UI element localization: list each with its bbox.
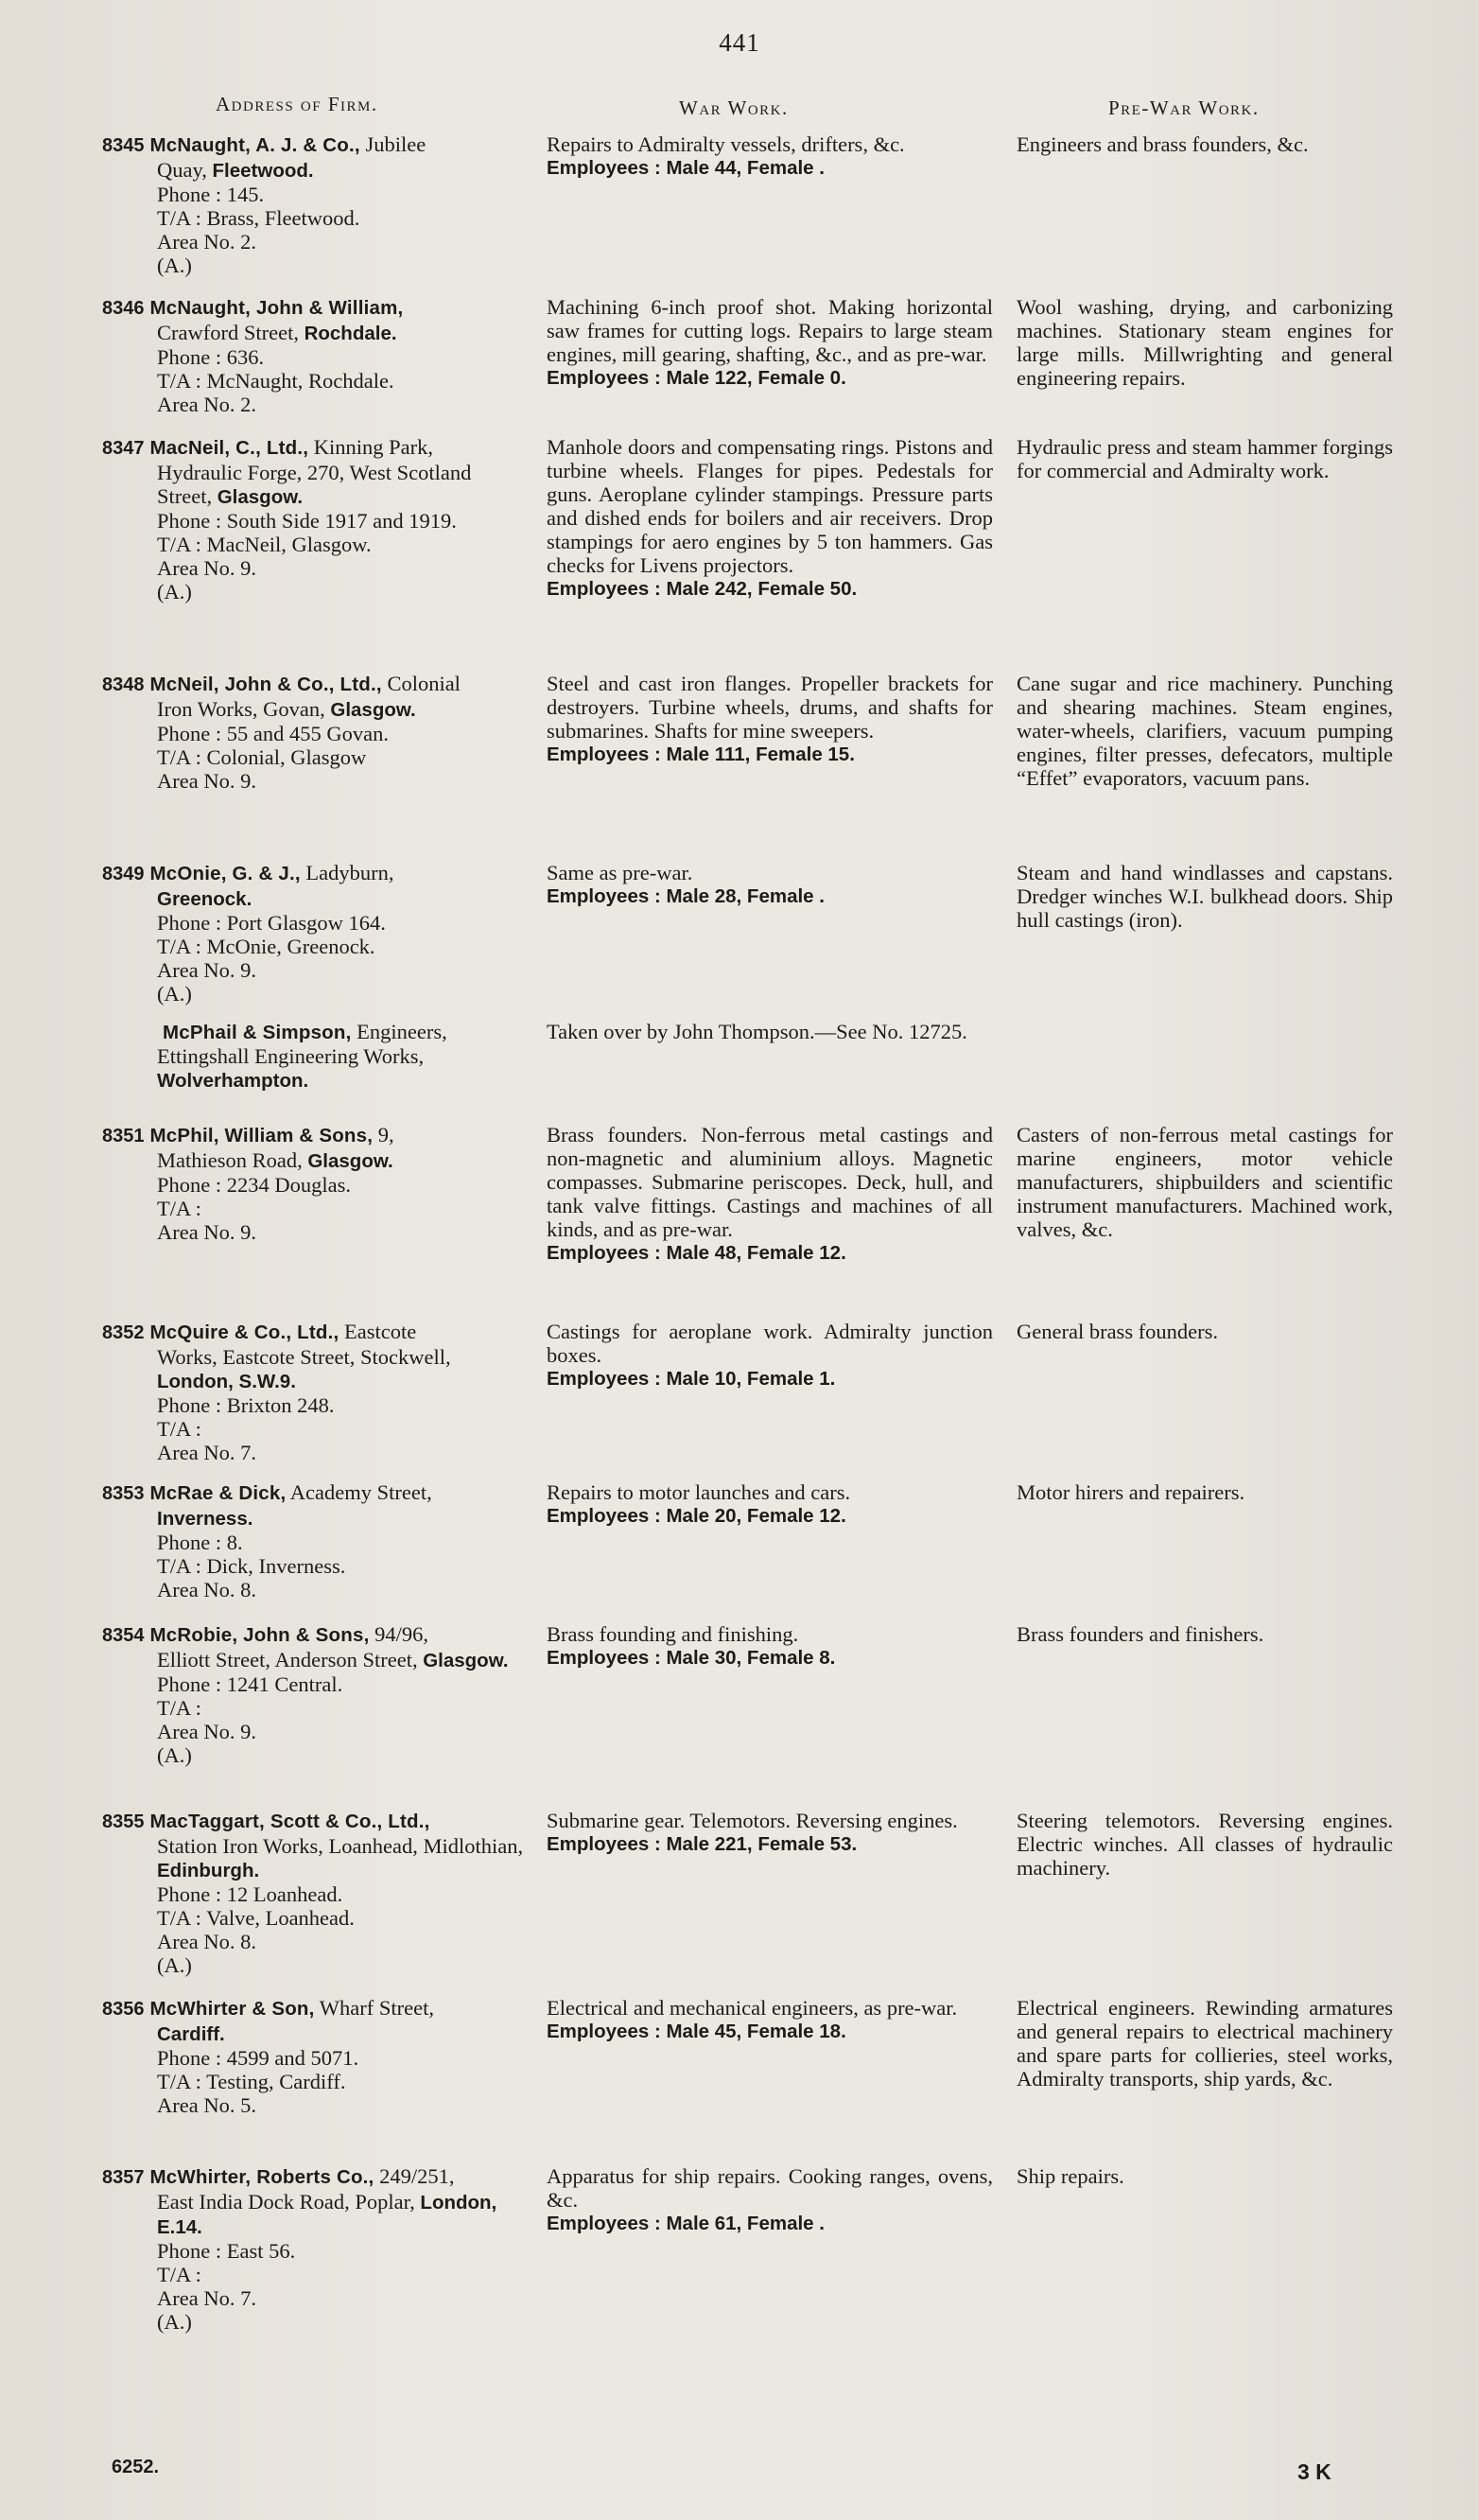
firm-address	[102, 672, 528, 793]
column-header-address: Address of Firm.	[216, 93, 378, 115]
firm-name: McPhail & Simpson,	[163, 1022, 352, 1043]
pre-war-work-text: General brass founders.	[1017, 1320, 1219, 1343]
war-work-text: Apparatus for ship repairs. Cooking ranges, ovens, &c.	[547, 2164, 993, 2212]
pre-war-work	[1017, 1622, 1393, 1646]
firm-heading	[102, 1809, 528, 1834]
street-address: Hydraulic Forge, 270, West Scotland Street, Glasgow.	[157, 461, 472, 508]
column-header-war-work: War Work.	[679, 96, 789, 119]
war-work	[547, 1480, 993, 1528]
employees-count: Employees : Male 48, Female 12.	[547, 1242, 846, 1264]
firm-address	[102, 1320, 528, 1464]
contact-detail: T/A : McNaught, Rochdale.	[157, 369, 394, 393]
firm-address	[102, 1480, 528, 1601]
entry-number: 8347	[102, 438, 145, 459]
war-work-text: Machining 6-inch proof shot. Making horizontal saw frames for cutting logs. Repairs to large steam engines, mill gearing, shafting, &c., and as pre-war.	[547, 295, 993, 366]
firm-name: McNaught, A. J. & Co.,	[149, 134, 360, 156]
firm-address	[102, 1809, 528, 1977]
pre-war-work-text: Hydraulic press and steam hammer forgings for commercial and Admiralty work.	[1017, 435, 1393, 482]
contact-detail: Area No. 9.	[157, 769, 256, 793]
contact-detail: Phone : East 56.	[157, 2239, 296, 2263]
war-work-text: Manhole doors and compensating rings. Pistons and turbine wheels. Flanges for pipes. Pedestals for guns. Aeroplane cylinder stampings. Pressure parts and dished ends for boilers and air receivers. Drop stampings for aero engines by 5 ton hammers. Gas checks for Livens projectors.	[547, 435, 993, 577]
pre-war-work	[1017, 861, 1393, 932]
war-work-text: Repairs to motor launches and cars.	[547, 1480, 851, 1504]
employees-count: Employees : Male 111, Female 15.	[547, 744, 855, 765]
pre-war-work-text: Motor hirers and repairers.	[1017, 1480, 1245, 1504]
employees-count: Employees : Male 221, Female 53.	[547, 1833, 858, 1855]
contact-detail: Area No. 9.	[157, 556, 256, 580]
employees-count: Employees : Male 28, Female .	[547, 885, 825, 907]
firm-name: McWhirter, Roberts Co.,	[149, 2166, 374, 2188]
firm-name: MacNeil, C., Ltd.,	[149, 437, 309, 459]
war-work	[547, 435, 993, 601]
town-name: Fleetwood.	[212, 160, 314, 182]
town-name: Rochdale.	[304, 323, 397, 344]
war-work	[547, 2164, 993, 2235]
town-name: Glasgow.	[330, 699, 416, 721]
street-address: East India Dock Road, Poplar, London, E.14.	[157, 2190, 497, 2238]
printer-code: 6252.	[112, 2457, 160, 2477]
contact-detail: Area No. 7.	[157, 1441, 256, 1464]
firm-name: McQuire & Co., Ltd.,	[149, 1321, 339, 1343]
war-work-text: Steel and cast iron flanges. Propeller brackets for destroyers. Turbine wheels, drums, and shafts for submarines. Shafts for mine sweepers.	[547, 672, 993, 743]
firm-name: McRobie, John & Sons,	[149, 1624, 370, 1646]
firm-heading: 8352 McQuire & Co., Ltd., Eastcote	[102, 1320, 417, 1343]
war-work-text: Castings for aeroplane work. Admiralty junction boxes.	[547, 1320, 993, 1367]
contact-detail: Phone : 4599 and 5071.	[157, 2046, 359, 2070]
signature-mark: 3 K	[1297, 2459, 1331, 2484]
street-address: Elliott Street, Anderson Street, Glasgow.	[157, 1648, 509, 1671]
town-name: Edinburgh.	[157, 1860, 260, 1881]
firm-heading: 8349 McOnie, G. & J., Ladyburn,	[102, 861, 394, 884]
firm-address	[102, 132, 528, 277]
street-address: Station Iron Works, Loanhead, Midlothian, Edinburgh.	[157, 1834, 524, 1881]
contact-detail: Area No. 2.	[157, 393, 256, 416]
firm-address	[102, 861, 528, 1006]
pre-war-work-text: Electrical engineers. Rewinding armatures and general repairs to electrical machinery and spare parts for collieries, steel works, Admiralty transports, ship yards, &c.	[1017, 1996, 1393, 2091]
war-work	[547, 861, 993, 908]
firm-address	[102, 2164, 528, 2334]
war-work	[547, 1809, 993, 1856]
war-work	[547, 1996, 993, 2043]
contact-detail: Area No. 9.	[157, 1720, 256, 1743]
pre-war-work-text: Cane sugar and rice machinery. Punching and shearing machines. Steam engines, water-wheels, clarifiers, vacuum pumping engines, filter presses, defecators, multiple “Effet” evaporators, vacuum pans.	[1017, 672, 1393, 790]
contact-detail: T/A : Testing, Cardiff.	[157, 2070, 346, 2093]
contact-detail: Phone : 55 and 455 Govan.	[157, 722, 389, 745]
firm-name: McRae & Dick,	[149, 1482, 287, 1504]
entry-number: 8345	[102, 135, 145, 156]
contact-detail: Area No. 2.	[157, 230, 256, 254]
entry-number: 8351	[102, 1126, 145, 1146]
firm-heading: 8354 McRobie, John & Sons, 94/96,	[102, 1622, 429, 1646]
contact-detail: T/A : MacNeil, Glasgow.	[157, 533, 372, 556]
contact-detail: (A.)	[157, 1953, 192, 1977]
war-work-text: Electrical and mechanical engineers, as pre-war.	[547, 1996, 958, 2020]
firm-address	[102, 435, 528, 604]
firm-heading: 8351 McPhil, William & Sons, 9,	[102, 1123, 394, 1146]
contact-detail: Area No. 5.	[157, 2093, 256, 2117]
street-address: Mathieson Road, Glasgow.	[157, 1148, 393, 1172]
pre-war-work	[1017, 1480, 1393, 1504]
contact-detail: Phone : 2234 Douglas.	[157, 1173, 351, 1197]
entry-number: 8348	[102, 674, 145, 695]
employees-count: Employees : Male 242, Female 50.	[547, 578, 858, 600]
war-work-text: Submarine gear. Telemotors. Reversing engines.	[547, 1809, 958, 1832]
pre-war-work	[1017, 2164, 1393, 2188]
contact-detail: Area No. 8.	[157, 1578, 256, 1601]
pre-war-work-text: Wool washing, drying, and carbonizing machines. Stationary steam engines for large mills. Millwrighting and general engineering repairs.	[1017, 295, 1393, 390]
entry-number: 8352	[102, 1322, 145, 1343]
war-work-text: Repairs to Admiralty vessels, drifters, &c.	[547, 132, 905, 156]
contact-detail: (A.)	[157, 580, 192, 604]
firm-name: McWhirter & Son,	[149, 1998, 315, 2020]
contact-detail: Area No. 9.	[157, 1220, 256, 1244]
employees-count: Employees : Male 45, Female 18.	[547, 2021, 846, 2042]
pre-war-work	[1017, 132, 1393, 156]
town-name: Glasgow.	[423, 1650, 509, 1671]
entry-number: 8357	[102, 2167, 145, 2188]
pre-war-work	[1017, 672, 1393, 790]
pre-war-work	[1017, 1809, 1393, 1880]
contact-detail: Area No. 8.	[157, 1930, 256, 1953]
pre-war-work	[1017, 1996, 1393, 2091]
war-work	[547, 295, 993, 390]
pre-war-work	[1017, 1123, 1393, 1241]
war-work-text: Brass founding and finishing.	[547, 1622, 799, 1646]
employees-count: Employees : Male 61, Female .	[547, 2213, 825, 2234]
contact-detail: Phone : South Side 1917 and 1919.	[157, 509, 457, 533]
firm-address	[102, 1123, 528, 1244]
street-address: Works, Eastcote Street, Stockwell, London, S.W.9.	[157, 1345, 451, 1392]
firm-address	[102, 1020, 528, 1093]
employees-count: Employees : Male 10, Female 1.	[547, 1368, 836, 1390]
town-name: Wolverhampton.	[157, 1070, 309, 1092]
contact-detail: T/A : McOnie, Greenock.	[157, 935, 375, 958]
firm-heading: 8348 McNeil, John & Co., Ltd., Colonial	[102, 672, 461, 695]
street-address: Crawford Street, Rochdale.	[157, 321, 397, 344]
contact-detail: T/A :	[157, 1197, 201, 1220]
firm-address	[102, 1622, 528, 1767]
war-work	[547, 1020, 993, 1043]
contact-detail: (A.)	[157, 2310, 192, 2334]
page-number: 441	[719, 28, 760, 57]
firm-name: McOnie, G. & J.,	[149, 863, 301, 884]
contact-detail: Phone : 12 Loanhead.	[157, 1882, 343, 1906]
contact-detail: Phone : Port Glasgow 164.	[157, 911, 386, 935]
war-work	[547, 1622, 993, 1670]
town-name: London, S.W.9.	[157, 1371, 296, 1392]
entry-number: 8356	[102, 1999, 145, 2020]
pre-war-work	[1017, 435, 1393, 482]
entry-number: 8355	[102, 1811, 145, 1832]
town-name: Greenock.	[157, 888, 252, 910]
pre-war-work-text: Engineers and brass founders, &c.	[1017, 132, 1309, 156]
employees-count: Employees : Male 122, Female 0.	[547, 367, 846, 389]
contact-detail: (A.)	[157, 982, 192, 1006]
firm-heading: 8356 McWhirter & Son, Wharf Street,	[102, 1996, 434, 2020]
employees-count: Employees : Male 44, Female .	[547, 157, 825, 179]
firm-heading: 8345 McNaught, A. J. & Co., Jubilee	[102, 132, 426, 156]
entry-number: 8354	[102, 1625, 145, 1646]
contact-detail: Phone : Brixton 248.	[157, 1393, 335, 1417]
contact-detail: Area No. 9.	[157, 958, 256, 982]
pre-war-work-text: Brass founders and finishers.	[1017, 1622, 1264, 1646]
street-address	[102, 1506, 528, 1531]
firm-heading: 8347 MacNeil, C., Ltd., Kinning Park,	[102, 435, 433, 459]
firm-address	[102, 295, 528, 416]
contact-detail: T/A : Dick, Inverness.	[157, 1554, 346, 1578]
pre-war-work-text: Steam and hand windlasses and capstans. Dredger winches W.I. bulkhead doors. Ship hull castings (iron).	[1017, 861, 1393, 932]
contact-detail: Phone : 145.	[157, 183, 265, 206]
contact-detail: (A.)	[157, 254, 192, 277]
street-address	[102, 2021, 528, 2046]
firm-heading: 8357 McWhirter, Roberts Co., 249/251,	[102, 2164, 455, 2188]
firm-heading	[102, 295, 528, 321]
town-name: London, E.14.	[157, 2192, 497, 2238]
firm-name: McNaught, John & William,	[149, 297, 404, 319]
street-address: Ettingshall Engineering Works, Wolverhampton.	[157, 1044, 425, 1092]
contact-detail: T/A : Valve, Loanhead.	[157, 1906, 355, 1930]
contact-detail: Area No. 7.	[157, 2286, 256, 2310]
entry-number: 8353	[102, 1483, 145, 1504]
war-work-text: Taken over by John Thompson.—See No. 12725.	[547, 1020, 967, 1043]
contact-detail: Phone : 1241 Central.	[157, 1672, 343, 1696]
war-work	[547, 672, 993, 766]
entry-number: 8349	[102, 864, 145, 884]
war-work	[547, 1123, 993, 1265]
street-address: Quay, Fleetwood.	[157, 158, 314, 182]
pre-war-work-text: Steering telemotors. Reversing engines. Electric winches. All classes of hydraulic machinery.	[1017, 1809, 1393, 1880]
town-name: Inverness.	[157, 1508, 253, 1530]
war-work	[547, 132, 993, 180]
war-work-text: Same as pre-war.	[547, 861, 693, 884]
town-name: Glasgow.	[217, 486, 304, 508]
town-name: Glasgow.	[307, 1150, 393, 1172]
column-header-pre-war-work: Pre-War Work.	[1108, 96, 1260, 119]
firm-name: MacTaggart, Scott & Co., Ltd.,	[149, 1811, 430, 1832]
contact-detail: Phone : 8.	[157, 1531, 243, 1554]
contact-detail: T/A : Brass, Fleetwood.	[157, 206, 360, 230]
pre-war-work	[1017, 295, 1393, 390]
firm-name: McPhil, William & Sons,	[149, 1125, 374, 1146]
firm-name: McNeil, John & Co., Ltd.,	[149, 674, 382, 695]
contact-detail: T/A :	[157, 1696, 201, 1720]
street-address	[102, 886, 528, 911]
pre-war-work-text: Casters of non-ferrous metal castings for marine engineers, motor vehicle manufacturers, shipbuilders and scientific instrument manufacturers. Machined work, valves, &c.	[1017, 1123, 1393, 1241]
war-work-text: Brass founders. Non-ferrous metal castings and non-magnetic and aluminium alloys. Magnetic compasses. Submarine periscopes. Deck, hull, and tank valve fittings. Castings and machines of all kinds, and as pre-war.	[547, 1123, 993, 1241]
entry-number: 8346	[102, 298, 145, 319]
contact-detail: (A.)	[157, 1743, 192, 1767]
firm-heading: McPhail & Simpson, Engineers,	[163, 1020, 447, 1043]
contact-detail: T/A :	[157, 1417, 201, 1441]
contact-detail: Phone : 636.	[157, 345, 265, 369]
employees-count: Employees : Male 20, Female 12.	[547, 1505, 846, 1527]
pre-war-work-text: Ship repairs.	[1017, 2164, 1124, 2188]
firm-address	[102, 1996, 528, 2117]
pre-war-work	[1017, 1320, 1393, 1343]
contact-detail: T/A :	[157, 2263, 201, 2286]
employees-count: Employees : Male 30, Female 8.	[547, 1647, 836, 1669]
street-address: Iron Works, Govan, Glasgow.	[157, 697, 416, 721]
contact-detail: T/A : Colonial, Glasgow	[157, 745, 367, 769]
war-work	[547, 1320, 993, 1391]
firm-heading: 8353 McRae & Dick, Academy Street,	[102, 1480, 432, 1504]
town-name: Cardiff.	[157, 2023, 225, 2045]
